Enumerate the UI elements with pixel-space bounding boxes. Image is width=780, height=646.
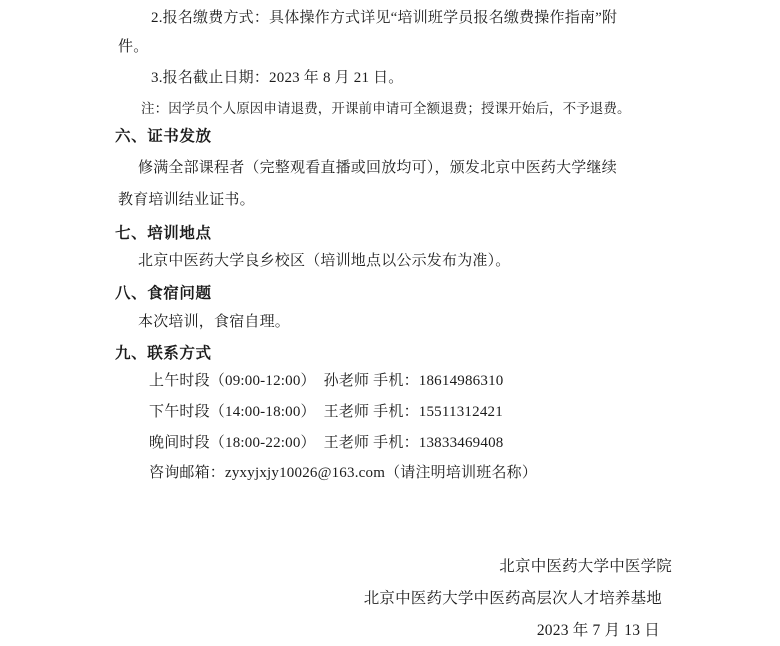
contact-morning: 上午时段（09:00-12:00） 孙老师 手机：18614986310 (149, 373, 504, 389)
para-payment-method-line1: 2.报名缴费方式：具体操作方式详见“培训班学员报名缴费操作指南”附 (151, 10, 618, 26)
para-payment-method-line2: 件。 (118, 39, 149, 55)
para-certificate-line2: 教育培训结业证书。 (118, 192, 255, 208)
heading-section-contact: 九、联系方式 (115, 345, 212, 362)
heading-section-location: 七、培训地点 (115, 225, 212, 242)
signature-date: 2023 年 7 月 13 日 (536, 622, 660, 639)
para-certificate-line1: 修满全部课程者（完整观看直播或回放均可），颁发北京中医药大学继续 (138, 160, 617, 176)
para-deadline: 3.报名截止日期：2023 年 8 月 21 日。 (151, 70, 404, 86)
signature-org-1: 北京中医药大学中医学院 (499, 558, 672, 575)
contact-email: 咨询邮箱：zyxyjxjy10026@163.com（请注明培训班名称） (149, 465, 538, 481)
para-board: 本次培训，食宿自理。 (138, 314, 291, 330)
contact-evening: 晚间时段（18:00-22:00） 王老师 手机：13833469408 (149, 435, 504, 451)
heading-section-certificate: 六、证书发放 (115, 128, 212, 145)
para-location: 北京中医药大学良乡校区（培训地点以公示发布为准）。 (138, 253, 511, 269)
contact-afternoon: 下午时段（14:00-18:00） 王老师 手机：15511312421 (149, 404, 503, 420)
heading-section-board: 八、食宿问题 (115, 285, 212, 302)
signature-org-2: 北京中医药大学中医药高层次人才培养基地 (363, 590, 662, 607)
refund-note: 注：因学员个人原因申请退费，开课前申请可全额退费；授课开始后，不予退费。 (141, 101, 631, 116)
